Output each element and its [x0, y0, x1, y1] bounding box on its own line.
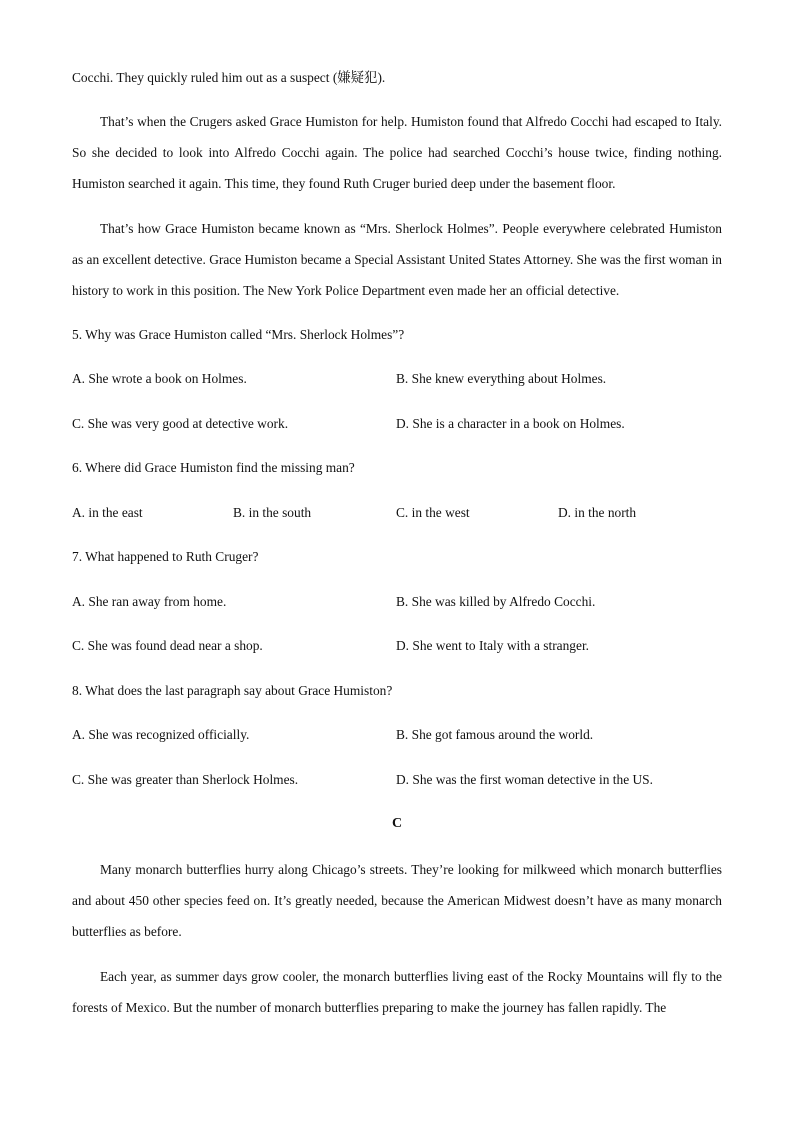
- question-8-option-c: C. She was greater than Sherlock Holmes.: [72, 772, 299, 787]
- question-6-option-b: B. in the south: [233, 505, 312, 520]
- question-7-stem: 7. What happened to Ruth Cruger?: [72, 549, 259, 564]
- passage-b-paragraph-0: Cocchi. They quickly ruled him out as a suspect (嫌疑犯).: [72, 70, 386, 85]
- question-8-option-d: D. She was the first woman detective in the US.: [396, 772, 653, 787]
- section-heading-c: C: [391, 816, 403, 831]
- question-7-option-d: D. She went to Italy with a stranger.: [396, 638, 590, 653]
- question-7-option-a: A. She ran away from home.: [72, 594, 227, 609]
- question-6-option-d: D. in the north: [558, 505, 637, 520]
- question-5-option-a: A. She wrote a book on Holmes.: [72, 371, 247, 386]
- passage-c-paragraph-2: Each year, as summer days grow cooler, the monarch butterflies living east of the Rocky Mountains will fly to the forests of Mexico. But the number of monarch butterflies preparing to make the journey has fallen rapidly. The: [72, 969, 722, 1015]
- question-8-option-b: B. She got famous around the world.: [396, 727, 594, 742]
- question-7-option-c: C. She was found dead near a shop.: [72, 638, 263, 653]
- passage-c-paragraph-1: Many monarch butterflies hurry along Chicago’s streets. They’re looking for milkweed which monarch butterflies and about 450 other species feed on. It’s greatly needed, because the American Midwest doesn’t have as many monarch butterflies as before.: [72, 862, 722, 939]
- question-6-stem: 6. Where did Grace Humiston find the missing man?: [72, 460, 355, 475]
- question-8-option-a: A. She was recognized officially.: [72, 727, 250, 742]
- passage-b-paragraph-2: That’s how Grace Humiston became known as “Mrs. Sherlock Holmes”. People everywhere celebrated Humiston as an excellent detective. Grace Humiston became a Special Assistant United States Attorney. She was the first woman in history to work in this position. The New York Police Department even made her an official detective.: [72, 221, 722, 298]
- question-5-option-b: B. She knew everything about Holmes.: [396, 371, 607, 386]
- question-5-stem: 5. Why was Grace Humiston called “Mrs. Sherlock Holmes”?: [72, 327, 405, 342]
- question-6-option-a: A. in the east: [72, 505, 143, 520]
- question-6-option-c: C. in the west: [396, 505, 470, 520]
- passage-b-paragraph-1: That’s when the Crugers asked Grace Humiston for help. Humiston found that Alfredo Cocchi had escaped to Italy. So she decided to look into Alfredo Cocchi again. The police had searched Cocchi’s house twice, finding nothing. Humiston searched it again. This time, they found Ruth Cruger buried deep under the basement floor.: [72, 114, 722, 191]
- question-8-stem: 8. What does the last paragraph say about Grace Humiston?: [72, 683, 393, 698]
- question-5-option-c: C. She was very good at detective work.: [72, 416, 289, 431]
- question-7-option-b: B. She was killed by Alfredo Cocchi.: [396, 594, 596, 609]
- question-5-option-d: D. She is a character in a book on Holmes.: [396, 416, 625, 431]
